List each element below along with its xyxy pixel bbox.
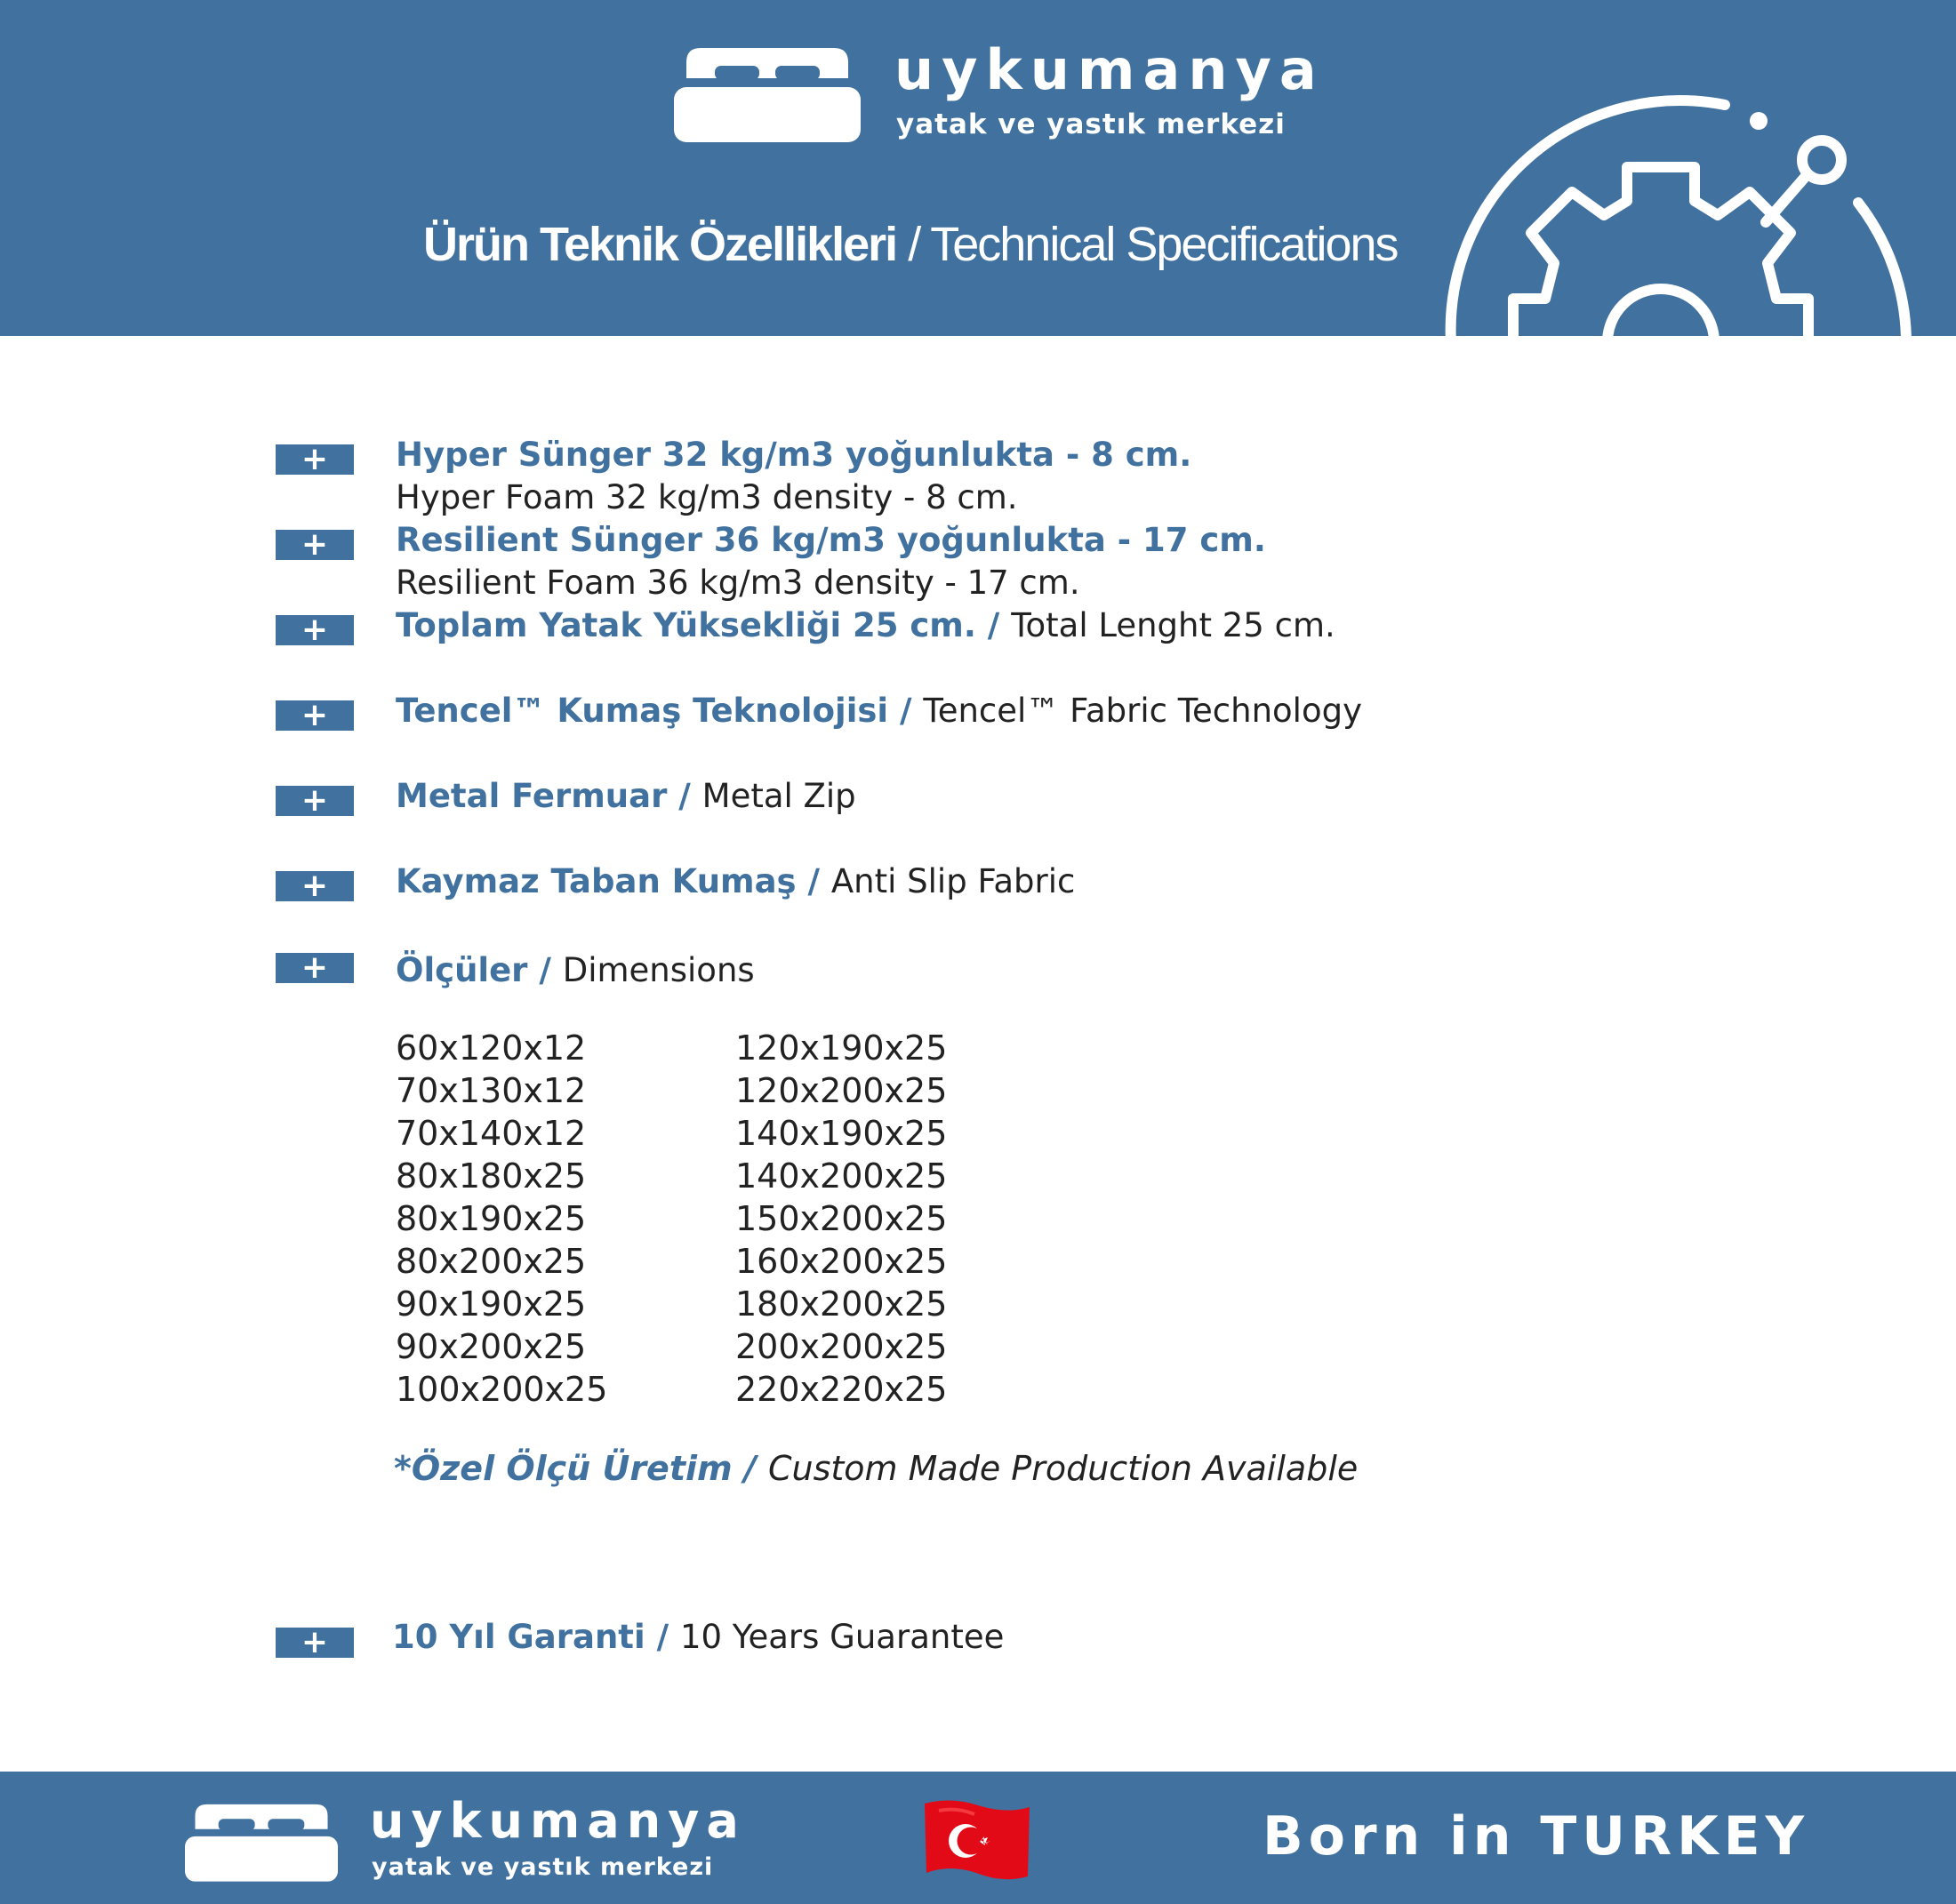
spec-resilient-foam-en: Resilient Foam 36 kg/m3 density - 17 cm. [396,564,1080,602]
dimension-item: 90x200x25 [396,1327,587,1366]
spec-en: Dimensions [562,951,755,989]
spec-guarantee [392,1616,1004,1659]
dimension-item: 80x200x25 [396,1242,587,1281]
bullet-plus-icon: + [276,700,354,731]
spec-tr: Hyper Sünger 32 kg/m3 yoğunlukta - 8 cm. [396,436,1192,474]
bullet-plus-icon: + [276,953,354,983]
bullet-plus-icon: + [276,615,354,645]
spec-sep: / [645,1618,680,1656]
turkey-flag-icon [921,1798,1033,1882]
spec-sep: / [975,606,1012,644]
spec-metal-zip [396,775,856,818]
spec-sep: / [667,777,702,815]
spec-en: Anti Slip Fabric [830,862,1076,900]
spec-dimensions [396,949,755,992]
gear-icon [1440,89,1920,336]
custom-production-note [394,1449,1358,1488]
spec-tr: Ölçüler [396,951,528,989]
dimension-item: 80x190x25 [396,1199,587,1238]
dimension-item: 70x130x12 [396,1071,587,1110]
spec-total-height [396,604,1335,647]
spec-en: 10 Years Guarantee [679,1618,1005,1656]
spec-en: Metal Zip [701,777,856,815]
dimension-item: 200x200x25 [735,1327,948,1366]
spec-sep: / [527,951,563,989]
footer-banner [0,1772,1956,1904]
spec-hyper-foam-en: Hyper Foam 32 kg/m3 density - 8 cm. [396,478,1018,516]
title-en: Technical Specifications [930,218,1398,271]
dimension-item: 140x190x25 [735,1114,948,1153]
spec-hyper-foam [396,434,1191,476]
bullet-plus-icon: + [276,530,354,560]
spec-tr: Toplam Yatak Yüksekliği 25 cm. [396,606,976,644]
dimensions-column-1 [396,1027,607,1411]
dimension-item: 70x140x12 [396,1114,587,1153]
spec-en: Tencel™ Fabric Technology [923,692,1362,730]
spec-resilient-foam [396,519,1266,562]
spec-anti-slip [396,860,1075,903]
footer-brand-tagline: yatak ve yastık merkezi [372,1853,714,1881]
spec-tr: Tencel™ Kumaş Teknolojisi [396,692,889,730]
bullet-plus-icon: + [276,871,354,901]
page-title [423,217,1398,272]
born-in-turkey-text: Born in TURKEY [1263,1805,1810,1868]
header-banner [0,0,1956,336]
brand-tagline: yatak ve yastık merkezi [896,108,1286,140]
dimension-item: 140x200x25 [735,1156,948,1196]
spec-tr: 10 Yıl Garanti [392,1618,645,1656]
dimension-item: 60x120x12 [396,1028,587,1068]
custom-en: Custom Made Production Available [767,1449,1359,1488]
title-tr: Ürün Teknik Özellikleri [423,218,897,271]
custom-sep: / [732,1449,768,1488]
dimension-item: 80x180x25 [396,1156,587,1196]
dimension-item: 150x200x25 [735,1199,948,1238]
brand-name: uykumanya [894,37,1325,102]
footer-brand-name: uykumanya [370,1793,746,1849]
title-separator: / [896,218,931,271]
spec-tr: Resilient Sünger 36 kg/m3 yoğunlukta - 17 cm. [396,521,1266,559]
spec-en: Total Lenght 25 cm. [1011,606,1335,644]
dimension-item: 120x200x25 [735,1071,948,1110]
spec-tr: Kaymaz Taban Kumaş [396,862,797,900]
spec-tr: Metal Fermuar [396,777,668,815]
dimension-item: 90x190x25 [396,1284,587,1324]
bullet-plus-icon: + [276,1628,354,1658]
dimensions-column-2 [735,1027,947,1411]
bullet-plus-icon: + [276,786,354,816]
dimension-item: 160x200x25 [735,1242,948,1281]
spec-tencel-fabric [396,690,1362,732]
spec-sep: / [888,692,924,730]
custom-tr: *Özel Ölçü Üretim [394,1449,733,1488]
dimension-item: 180x200x25 [735,1284,948,1324]
dimension-item: 220x220x25 [735,1370,948,1409]
dimension-item: 100x200x25 [396,1370,608,1409]
bullet-plus-icon: + [276,444,354,475]
bed-logo-icon [674,39,861,144]
bed-logo-icon [185,1796,338,1884]
dimension-item: 120x190x25 [735,1028,948,1068]
spec-sep: / [796,862,831,900]
